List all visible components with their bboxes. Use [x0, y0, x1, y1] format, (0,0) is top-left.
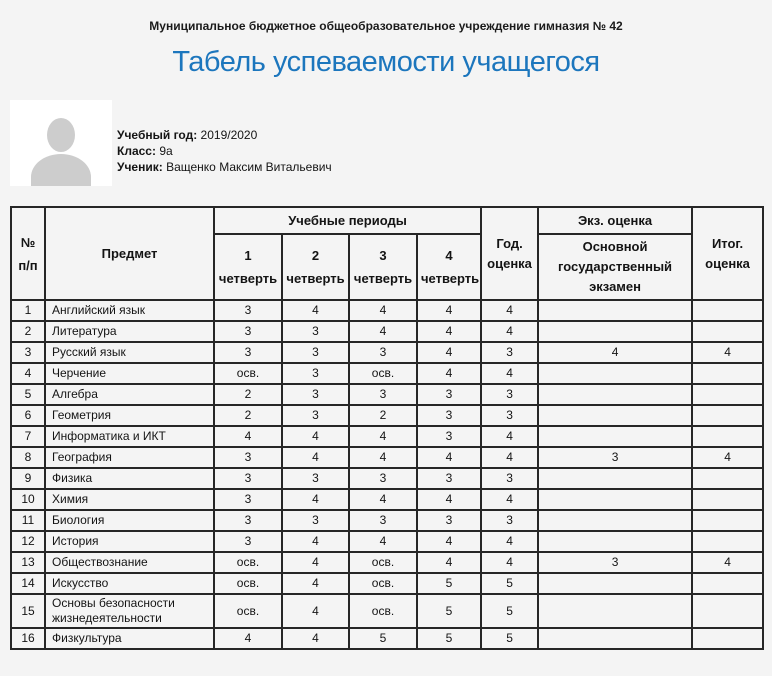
- cell-year: 4: [481, 321, 538, 342]
- cell-num: 9: [11, 468, 45, 489]
- cell-subject: Физика: [45, 468, 214, 489]
- cell-q1: 4: [214, 426, 282, 447]
- cell-exam: [538, 510, 692, 531]
- table-row: [11, 342, 763, 363]
- cell-q3: осв.: [349, 573, 417, 594]
- cell-final: 4: [692, 342, 763, 363]
- cell-q1: 3: [214, 300, 282, 321]
- cell-q4: 4: [417, 552, 481, 573]
- cell-year: 4: [481, 426, 538, 447]
- quarter-2-word: четверть: [286, 271, 345, 286]
- cell-q2: 4: [282, 552, 349, 573]
- cell-q1: 4: [214, 628, 282, 649]
- cell-final: [692, 468, 763, 489]
- cell-exam: [538, 321, 692, 342]
- cell-q3: 3: [349, 468, 417, 489]
- class-label: Класс:: [117, 144, 156, 158]
- cell-subject: Английский язык: [45, 300, 214, 321]
- cell-subject: Черчение: [45, 363, 214, 384]
- header-periods-group: Учебные периоды: [214, 207, 481, 234]
- cell-q2: 3: [282, 321, 349, 342]
- cell-year: 4: [481, 447, 538, 468]
- header-num-line2: п/п: [18, 257, 38, 273]
- cell-year: 3: [481, 342, 538, 363]
- table-row: [11, 447, 763, 468]
- cell-q2: 4: [282, 426, 349, 447]
- cell-year: 3: [481, 468, 538, 489]
- cell-year: 4: [481, 300, 538, 321]
- cell-final: [692, 510, 763, 531]
- cell-q4: 4: [417, 321, 481, 342]
- grades-table-body: [11, 300, 763, 649]
- cell-exam: [538, 405, 692, 426]
- cell-num: 7: [11, 426, 45, 447]
- table-row: [11, 363, 763, 384]
- cell-year: 3: [481, 384, 538, 405]
- cell-final: [692, 489, 763, 510]
- cell-q3: 4: [349, 531, 417, 552]
- cell-q2: 4: [282, 447, 349, 468]
- cell-subject: История: [45, 531, 214, 552]
- cell-exam: [538, 628, 692, 649]
- cell-year: 5: [481, 594, 538, 628]
- table-row: [11, 300, 763, 321]
- class-line: [117, 143, 332, 159]
- table-row: [11, 573, 763, 594]
- cell-subject: Геометрия: [45, 405, 214, 426]
- cell-q4: 4: [417, 447, 481, 468]
- cell-num: 12: [11, 531, 45, 552]
- page-title: Табель успеваемости учащегося: [172, 46, 600, 78]
- cell-q3: 4: [349, 321, 417, 342]
- cell-q2: 4: [282, 573, 349, 594]
- table-row: [11, 489, 763, 510]
- cell-q2: 3: [282, 384, 349, 405]
- table-row: [11, 384, 763, 405]
- cell-q3: 4: [349, 426, 417, 447]
- cell-q2: 4: [282, 628, 349, 649]
- cell-num: 1: [11, 300, 45, 321]
- quarter-4-word: четверть: [421, 271, 480, 286]
- table-row: [11, 531, 763, 552]
- cell-q2: 3: [282, 342, 349, 363]
- cell-final: [692, 300, 763, 321]
- cell-q3: 3: [349, 342, 417, 363]
- header-quarter-3: [349, 234, 417, 300]
- header-quarter-1: [214, 234, 282, 300]
- cell-q2: 4: [282, 300, 349, 321]
- cell-final: [692, 384, 763, 405]
- cell-final: [692, 405, 763, 426]
- cell-final: [692, 426, 763, 447]
- school-year-label: Учебный год:: [117, 128, 198, 142]
- cell-q1: 3: [214, 489, 282, 510]
- cell-q1: 3: [214, 321, 282, 342]
- cell-year: 4: [481, 363, 538, 384]
- cell-q2: 4: [282, 489, 349, 510]
- cell-q3: 3: [349, 510, 417, 531]
- cell-subject: Биология: [45, 510, 214, 531]
- cell-q2: 4: [282, 594, 349, 628]
- cell-exam: [538, 594, 692, 628]
- cell-year: 3: [481, 405, 538, 426]
- header-subject: Предмет: [45, 207, 214, 300]
- school-year-line: [117, 127, 332, 143]
- cell-q4: 5: [417, 573, 481, 594]
- cell-exam: 3: [538, 447, 692, 468]
- cell-year: 5: [481, 628, 538, 649]
- cell-final: [692, 628, 763, 649]
- cell-q3: 4: [349, 489, 417, 510]
- cell-q1: 3: [214, 447, 282, 468]
- cell-final: [692, 573, 763, 594]
- cell-q4: 5: [417, 628, 481, 649]
- quarter-1-num: 1: [244, 248, 252, 263]
- student-info-section: [10, 100, 772, 186]
- cell-final: [692, 363, 763, 384]
- cell-q4: 4: [417, 489, 481, 510]
- header-quarter-4: [417, 234, 481, 300]
- cell-q3: осв.: [349, 594, 417, 628]
- cell-subject: Информатика и ИКТ: [45, 426, 214, 447]
- cell-q2: 4: [282, 531, 349, 552]
- cell-exam: 4: [538, 342, 692, 363]
- cell-q2: 3: [282, 405, 349, 426]
- cell-num: 3: [11, 342, 45, 363]
- quarter-1-word: четверть: [218, 271, 278, 286]
- cell-q4: 3: [417, 468, 481, 489]
- school-year-value: 2019/2020: [200, 128, 258, 142]
- cell-q3: 4: [349, 447, 417, 468]
- cell-exam: [538, 489, 692, 510]
- cell-year: 5: [481, 573, 538, 594]
- quarter-2-num: 2: [311, 248, 320, 263]
- cell-exam: [538, 468, 692, 489]
- cell-q1: 2: [214, 405, 282, 426]
- cell-exam: [538, 384, 692, 405]
- student-info-block: [112, 100, 332, 186]
- table-row: [11, 552, 763, 573]
- person-silhouette-shoulders: [31, 154, 91, 186]
- cell-subject: Основы безопасности жизнедеятельности: [45, 594, 214, 628]
- cell-q2: 3: [282, 510, 349, 531]
- cell-q1: 3: [214, 468, 282, 489]
- cell-q1: осв.: [214, 552, 282, 573]
- cell-q4: 4: [417, 300, 481, 321]
- table-row: [11, 405, 763, 426]
- cell-num: 14: [11, 573, 45, 594]
- cell-num: 8: [11, 447, 45, 468]
- cell-num: 5: [11, 384, 45, 405]
- cell-q4: 3: [417, 510, 481, 531]
- cell-year: 4: [481, 489, 538, 510]
- cell-year: 4: [481, 531, 538, 552]
- cell-final: 4: [692, 552, 763, 573]
- cell-q1: осв.: [214, 594, 282, 628]
- cell-num: 10: [11, 489, 45, 510]
- person-silhouette-icon: [47, 118, 75, 152]
- table-row: [11, 510, 763, 531]
- quarter-3-word: четверть: [353, 271, 413, 286]
- header-num: [11, 207, 45, 300]
- cell-q3: осв.: [349, 552, 417, 573]
- student-label: Ученик:: [117, 160, 163, 174]
- cell-q1: 3: [214, 531, 282, 552]
- cell-q3: 3: [349, 384, 417, 405]
- cell-year: 4: [481, 552, 538, 573]
- header-final-grade: Итог. оценка: [692, 207, 763, 300]
- cell-year: 3: [481, 510, 538, 531]
- cell-q1: 3: [214, 510, 282, 531]
- quarter-3-num: 3: [379, 248, 387, 263]
- cell-q3: 2: [349, 405, 417, 426]
- cell-q4: 4: [417, 363, 481, 384]
- organization-name: Муниципальное бюджетное общеобразовательное учреждение гимназия № 42: [149, 19, 623, 33]
- cell-num: 4: [11, 363, 45, 384]
- cell-q1: осв.: [214, 573, 282, 594]
- cell-subject: Обществознание: [45, 552, 214, 573]
- header-exam-group: Экз. оценка: [538, 207, 692, 234]
- cell-q2: 3: [282, 363, 349, 384]
- cell-q4: 3: [417, 405, 481, 426]
- cell-q4: 4: [417, 342, 481, 363]
- header-num-line1: №: [20, 234, 36, 250]
- cell-exam: [538, 573, 692, 594]
- cell-q1: осв.: [214, 363, 282, 384]
- cell-q2: 3: [282, 468, 349, 489]
- cell-final: [692, 594, 763, 628]
- cell-exam: [538, 363, 692, 384]
- quarter-4-num: 4: [445, 248, 453, 263]
- cell-q3: 4: [349, 300, 417, 321]
- header-year-grade: Год. оценка: [481, 207, 538, 300]
- cell-exam: [538, 300, 692, 321]
- cell-subject: Искусство: [45, 573, 214, 594]
- class-value: 9а: [159, 144, 173, 158]
- header-state-exam: Основной государственный экзамен: [538, 234, 692, 300]
- header-quarter-2: [282, 234, 349, 300]
- cell-exam: [538, 426, 692, 447]
- cell-subject: География: [45, 447, 214, 468]
- cell-subject: Русский язык: [45, 342, 214, 363]
- grades-table: [10, 206, 764, 650]
- cell-q1: 2: [214, 384, 282, 405]
- cell-subject: Физкультура: [45, 628, 214, 649]
- cell-num: 15: [11, 594, 45, 628]
- cell-num: 16: [11, 628, 45, 649]
- cell-q3: 5: [349, 628, 417, 649]
- cell-num: 2: [11, 321, 45, 342]
- cell-final: 4: [692, 447, 763, 468]
- table-row: [11, 468, 763, 489]
- cell-final: [692, 531, 763, 552]
- cell-q4: 3: [417, 426, 481, 447]
- student-line: [117, 159, 332, 175]
- cell-q4: 4: [417, 531, 481, 552]
- cell-q4: 3: [417, 384, 481, 405]
- cell-num: 13: [11, 552, 45, 573]
- cell-q3: осв.: [349, 363, 417, 384]
- table-row: [11, 628, 763, 649]
- cell-q4: 5: [417, 594, 481, 628]
- table-row: [11, 426, 763, 447]
- cell-final: [692, 321, 763, 342]
- table-row: [11, 321, 763, 342]
- cell-q1: 3: [214, 342, 282, 363]
- cell-subject: Литература: [45, 321, 214, 342]
- student-photo-placeholder: [10, 100, 112, 186]
- student-value: Ващенко Максим Витальевич: [166, 160, 332, 174]
- cell-subject: Химия: [45, 489, 214, 510]
- cell-num: 11: [11, 510, 45, 531]
- table-row: [11, 594, 763, 628]
- cell-num: 6: [11, 405, 45, 426]
- cell-exam: 3: [538, 552, 692, 573]
- cell-subject: Алгебра: [45, 384, 214, 405]
- cell-exam: [538, 531, 692, 552]
